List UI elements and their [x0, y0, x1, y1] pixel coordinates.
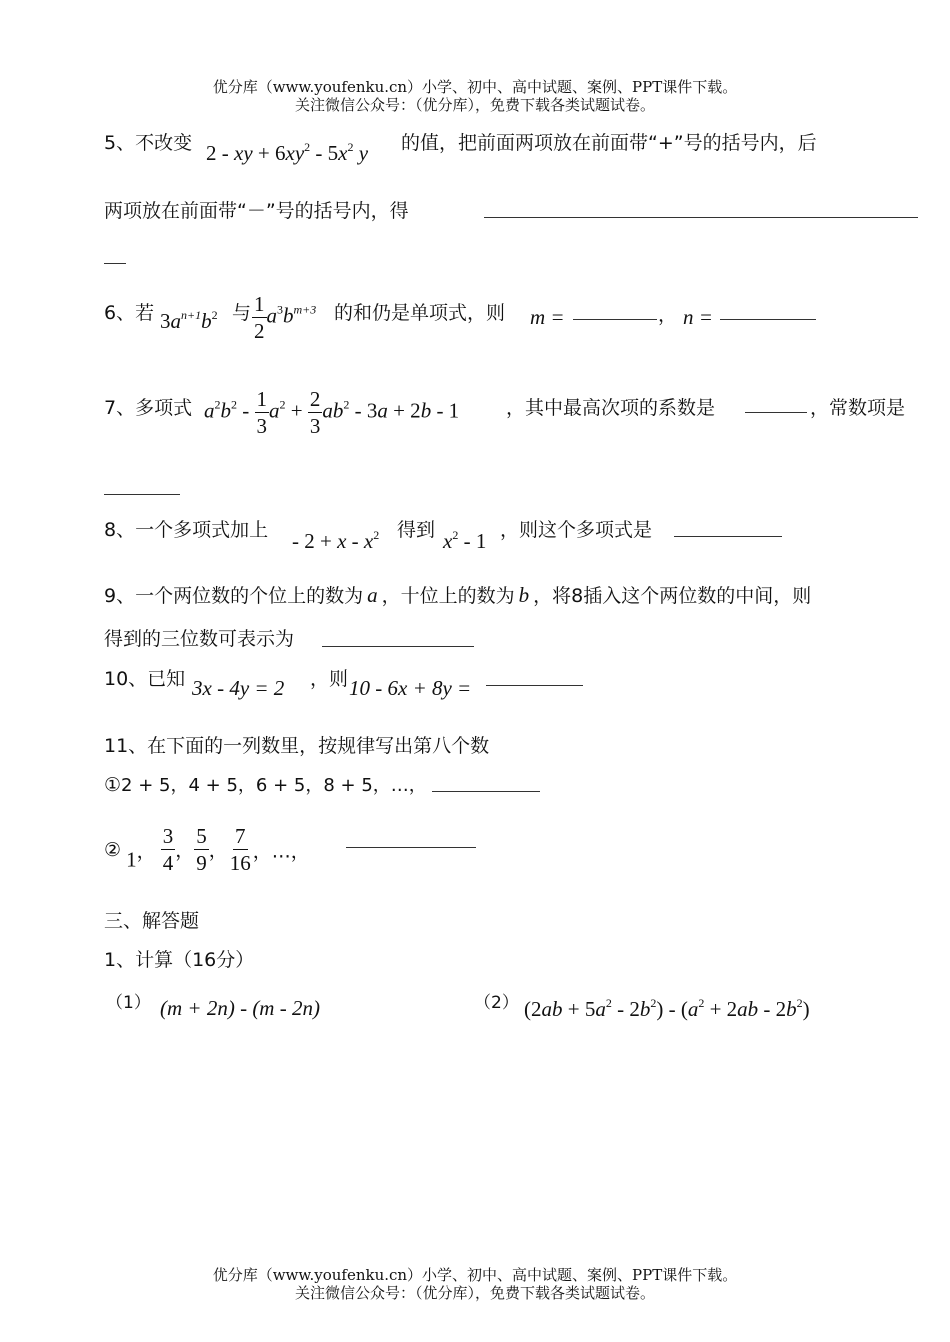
fraction-denominator: 16 — [229, 851, 251, 875]
q8-answer-blank[interactable] — [674, 535, 782, 537]
q11-seq1-mark: ① — [104, 774, 122, 796]
q6-monomial-2: $\frac{1}{2}$ $a^3b^{m+3}$ — [254, 292, 317, 343]
fraction-denominator: 4 — [162, 851, 174, 875]
q8-suffix: ，则这个多项式是 — [500, 519, 653, 541]
q7-prefix-wrap — [104, 393, 192, 420]
q5-suffix-wrap — [401, 128, 817, 155]
q11-seq2-tail: ，…， — [252, 840, 310, 863]
q7-suffix2: ，常数项是 — [810, 397, 906, 419]
question-5-line1 — [104, 128, 192, 155]
q8-expr-result: $x^2 - 1$ — [443, 528, 487, 553]
q7-polynomial: $a^2b^2$ - $\frac{1}{3}$ $a^2$ + $\frac{2}{3}$ $ab^2 - 3a + 2b - 1$ — [204, 387, 460, 438]
separator-comma: ， — [175, 840, 195, 862]
q11-seq2-fraction — [161, 823, 176, 876]
q5-suffix: 的值，把前面两项放在前面带“+”号的括号内，后 — [401, 132, 817, 154]
q11-seq2-first: 1 — [126, 847, 137, 872]
q6-n-label: n = — [683, 305, 713, 329]
q7-constant-blank[interactable] — [104, 493, 180, 495]
section3-title-wrap — [104, 906, 199, 933]
q9-line2-text: 得到的三位数可表示为 — [104, 628, 295, 650]
q7-fraction-two-thirds: $\frac{2}{3}$ — [309, 387, 321, 438]
q6-mid1: 与 — [232, 302, 252, 324]
fraction-numerator: 3 — [162, 824, 174, 848]
q7-prefix: 7、多项式 — [104, 397, 193, 419]
section3-q1-title: 1、计算（16分） — [104, 949, 255, 971]
q9-line2 — [104, 624, 294, 651]
q10-mid-wrap — [310, 664, 348, 691]
q11-title-wrap — [104, 731, 489, 758]
fraction-numerator: 5 — [196, 824, 207, 848]
q6-fraction-half: $\frac{1}{2}$ — [254, 292, 265, 343]
q6-n-blank[interactable] — [720, 318, 816, 320]
q7-suffix: ，其中最高次项的系数是 — [506, 397, 716, 419]
q7-suffix-wrap — [506, 393, 715, 420]
q11-seq2-fractions — [161, 824, 253, 875]
q6-m-blank[interactable] — [573, 318, 657, 320]
q9-var-b: b — [518, 583, 530, 607]
q9-var-a: a — [367, 583, 378, 607]
sub2-expression: $(2ab + 5a^2 - 2b^2) - (a^2 + 2ab - 2b^2)$ — [524, 996, 810, 1021]
page-footer-line1: 优分库（www.youfenku.cn）小学、初中、高中试题、案例、PPT课件下载。 — [212, 1266, 738, 1284]
q7-suffix2-wrap — [810, 393, 905, 420]
q11-seq1-blank[interactable] — [432, 790, 540, 792]
q5-answer-blank-cont — [104, 262, 126, 264]
fraction-numerator: 7 — [235, 824, 246, 848]
q6-mid2: 的和仍是单项式，则 — [334, 302, 506, 324]
q10-answer-blank[interactable] — [486, 684, 583, 686]
q5-prefix: 5、不改变 — [104, 132, 193, 154]
q6-prefix: 6、若 — [104, 302, 155, 324]
q8-mid-wrap — [397, 515, 435, 542]
page-header-line1: 优分库（www.youfenku.cn）小学、初中、高中试题、案例、PPT课件下载。 — [212, 78, 738, 96]
q5-answer-blank[interactable] — [484, 216, 918, 218]
sub1-expression: (m + 2n) - (m - 2n) — [160, 996, 320, 1020]
q8-prefix: 8、一个多项式加上 — [104, 519, 269, 541]
q8-expr-added: - $2 + x - x^2$ — [292, 528, 380, 553]
q11-seq2-fraction — [228, 823, 253, 876]
q6-m-label: m = — [530, 305, 565, 329]
q11-seq1 — [104, 771, 427, 797]
q11-seq2: ② 1， $\frac{3}{4}$ ， $\frac{5}{9}$ ， $\frac{7}{16}$ ，…， — [104, 824, 310, 875]
section3-q1-title-wrap — [104, 945, 254, 972]
q8-prefix-wrap — [104, 515, 268, 542]
q5-expression: 2 - xy + $6xy^2 - 5x^2$ y — [206, 140, 369, 165]
q7-coef-blank[interactable] — [745, 411, 807, 413]
q11-seq2-blank[interactable] — [346, 846, 476, 848]
q11-title: 11、在下面的一列数里，按规律写出第八个数 — [104, 735, 490, 757]
q5-line2 — [104, 196, 409, 223]
sub1-label: （1） — [106, 993, 151, 1013]
q6-prefix-wrap — [104, 298, 154, 325]
sub2-label: （2） — [474, 993, 519, 1013]
page-footer-line2: 关注微信公众号：（优分库），免费下载各类试题试卷。 — [294, 1284, 655, 1302]
q8-mid: 得到 — [397, 519, 436, 541]
q9-line1-b: ，十位上的数为 — [381, 585, 515, 607]
section3-title: 三、解答题 — [104, 910, 200, 932]
q8-suffix-wrap — [500, 515, 652, 542]
q5-line2-text: 两项放在前面带“－”号的括号内，得 — [104, 200, 409, 222]
fraction-denominator: 9 — [196, 851, 207, 875]
q10-equation: 3x - 4y = 2 — [192, 676, 285, 700]
q6-mid1-wrap — [232, 298, 251, 325]
q10-prefix: 10、已知 — [104, 668, 186, 690]
q10-prefix-wrap — [104, 664, 185, 691]
page-header-line2: 关注微信公众号：（优分库），免费下载各类试题试卷。 — [294, 96, 655, 114]
q11-seq2-fraction — [194, 823, 209, 876]
q10-mid: ，则 — [310, 668, 349, 690]
q6-mid2-wrap — [334, 298, 505, 325]
q6-monomial-1: $3a^{n+1}b^2$ — [160, 308, 218, 333]
q9-line1-c: ，将8插入这个两位数的中间，则 — [533, 585, 812, 607]
q6-comma: ， — [658, 304, 678, 326]
q10-expression: 10 - 6x + 8y = — [349, 676, 472, 700]
q9-answer-blank[interactable] — [322, 645, 474, 647]
q11-seq2-mark: ② — [104, 838, 122, 861]
q7-fraction-third: $\frac{1}{3}$ — [256, 387, 267, 438]
q11-seq1-text: 2 + 5，4 + 5，6 + 5，8 + 5，…， — [121, 775, 427, 796]
q9-line1 — [104, 581, 811, 608]
q9-line1-a: 9、一个两位数的个位上的数为 — [104, 585, 364, 607]
separator-comma: ， — [208, 840, 228, 862]
